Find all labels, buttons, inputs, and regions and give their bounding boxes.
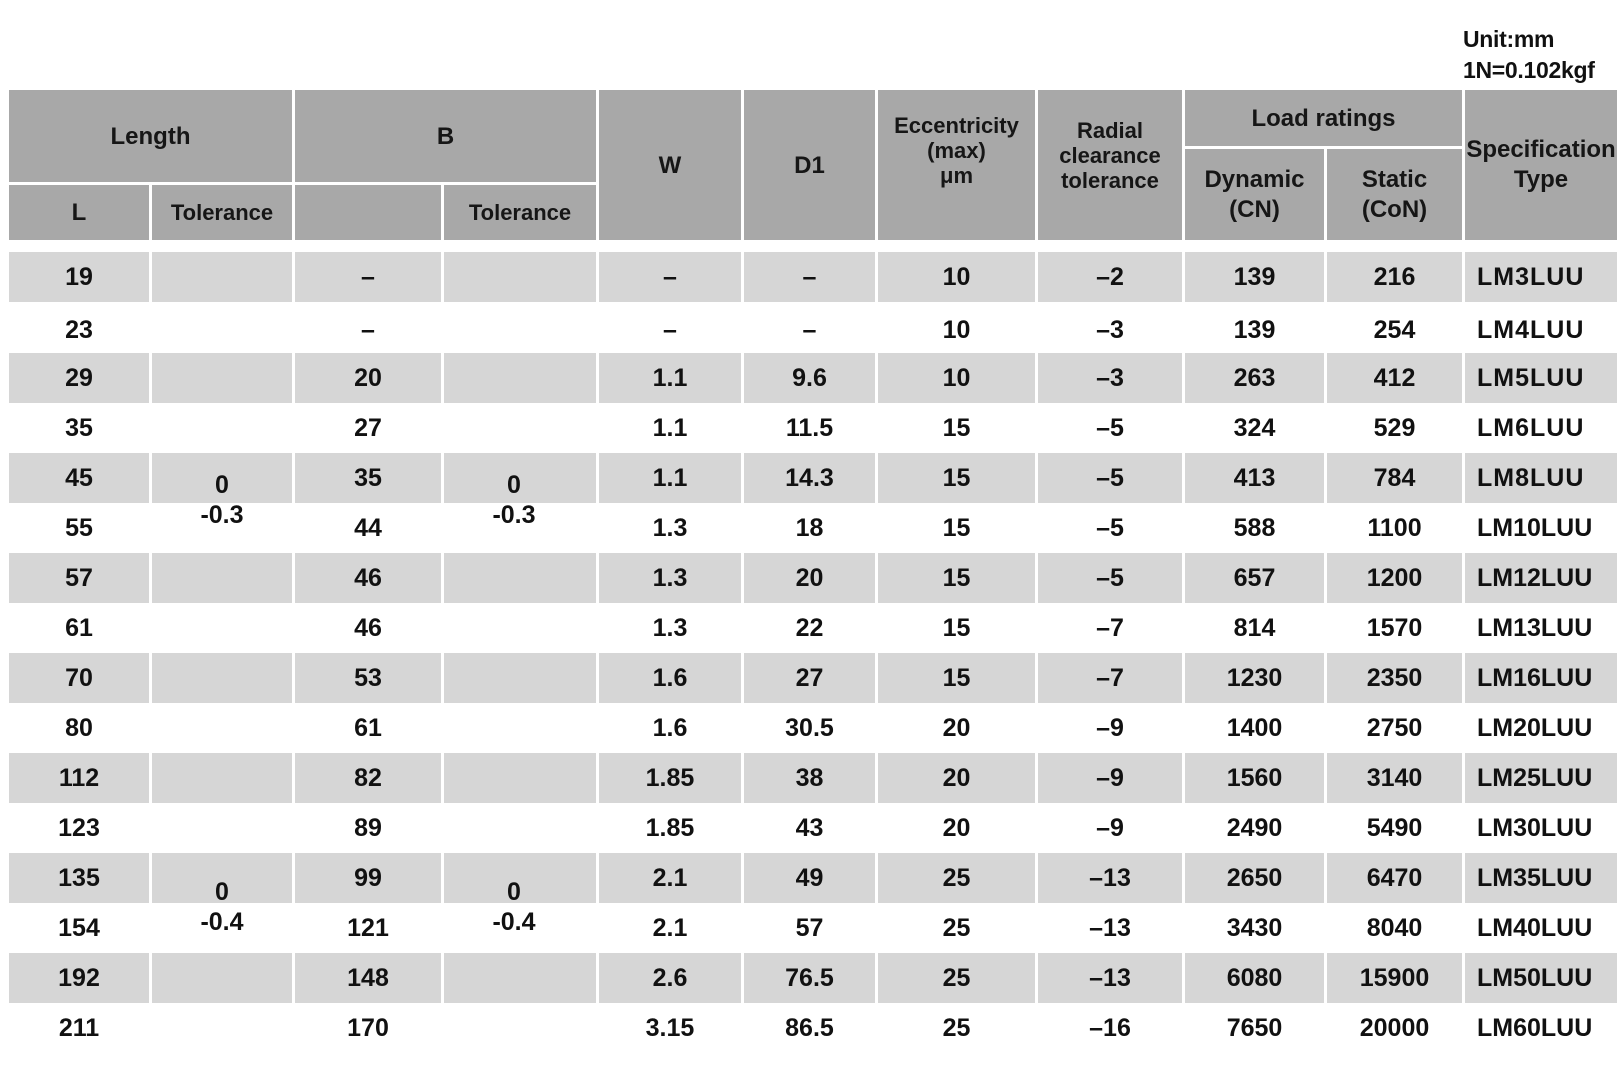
cell-w: 1.3 <box>652 613 688 642</box>
cell-b-tolerance <box>444 703 596 753</box>
cell-l: 135 <box>58 863 100 892</box>
length-tolerance-group-1: 0 -0.3 <box>200 471 244 529</box>
cell-b-tolerance <box>444 803 596 853</box>
cell-dynamic: 1400 <box>1226 713 1283 742</box>
cell-l: 211 <box>58 1013 100 1042</box>
table-row <box>9 653 1617 703</box>
cell-w: 1.3 <box>652 563 688 592</box>
cell-b: 46 <box>354 613 382 642</box>
cell-spec-type: LM20LUU <box>1477 713 1593 742</box>
table-row <box>9 353 1617 403</box>
cell-w: 1.85 <box>645 813 695 842</box>
cell-eccentricity: 15 <box>942 463 971 492</box>
cell-length-tolerance <box>152 753 292 803</box>
cell-eccentricity: 25 <box>942 1013 971 1042</box>
cell-l: 57 <box>65 563 93 592</box>
cell-dynamic: 1230 <box>1226 663 1283 692</box>
table-row <box>9 553 1617 603</box>
cell-w: 1.1 <box>652 363 688 392</box>
cell-static: 2750 <box>1366 713 1423 742</box>
cell-static: 15900 <box>1359 963 1430 992</box>
table-row <box>9 753 1617 803</box>
cell-b-tolerance <box>444 1003 596 1053</box>
cell-b-tolerance <box>444 252 596 302</box>
cell-radial-clearance: –16 <box>1089 1013 1131 1042</box>
cell-b-tolerance <box>444 305 596 355</box>
cell-radial-clearance: –7 <box>1096 613 1124 642</box>
cell-eccentricity: 25 <box>942 963 971 992</box>
cell-dynamic: 3430 <box>1226 913 1283 942</box>
cell-l: 123 <box>58 813 100 842</box>
table-row <box>9 252 1617 302</box>
cell-radial-clearance: –13 <box>1089 863 1131 892</box>
cell-spec-type: LM25LUU <box>1477 763 1593 792</box>
cell-w: 3.15 <box>645 1013 695 1042</box>
cell-length-tolerance <box>152 653 292 703</box>
cell-d1: 57 <box>795 913 824 942</box>
header-static: Static (CoN) <box>1327 149 1462 240</box>
cell-length-tolerance <box>152 1003 292 1053</box>
cell-b: 44 <box>354 513 382 542</box>
table-row <box>9 703 1617 753</box>
cell-d1: 27 <box>795 663 824 692</box>
cell-length-tolerance <box>152 603 292 653</box>
cell-d1: – <box>802 262 817 291</box>
b-tolerance-group-2: 0 -0.4 <box>492 878 536 936</box>
cell-d1: 20 <box>795 563 824 592</box>
cell-w: 1.1 <box>652 413 688 442</box>
cell-radial-clearance: –13 <box>1089 913 1131 942</box>
cell-l: 35 <box>65 413 93 442</box>
cell-spec-type: LM40LUU <box>1477 913 1593 942</box>
cell-eccentricity: 25 <box>942 913 971 942</box>
cell-w: 2.6 <box>652 963 688 992</box>
cell-dynamic: 7650 <box>1226 1013 1283 1042</box>
cell-length-tolerance <box>152 252 292 302</box>
cell-l: 55 <box>65 513 93 542</box>
cell-w: – <box>663 262 677 291</box>
cell-dynamic: 139 <box>1233 262 1276 291</box>
cell-b: 170 <box>347 1013 389 1042</box>
header-l: L <box>9 185 149 240</box>
cell-radial-clearance: –5 <box>1096 463 1124 492</box>
header-length: Length <box>9 90 292 182</box>
cell-static: 6470 <box>1366 863 1423 892</box>
cell-w: 2.1 <box>652 913 688 942</box>
cell-l: 192 <box>58 963 100 992</box>
cell-b: – <box>361 315 375 344</box>
cell-eccentricity: 20 <box>942 763 971 792</box>
cell-l: 61 <box>65 613 93 642</box>
cell-dynamic: 413 <box>1233 463 1276 492</box>
cell-radial-clearance: –2 <box>1096 262 1124 291</box>
header-eccentricity: Eccentricity (max) μm <box>878 90 1035 240</box>
cell-length-tolerance <box>152 703 292 753</box>
cell-w: 1.6 <box>652 713 688 742</box>
cell-eccentricity: 15 <box>942 563 971 592</box>
header-b-tolerance: Tolerance <box>444 185 596 240</box>
cell-b-tolerance <box>444 553 596 603</box>
cell-l: 45 <box>65 463 93 492</box>
header-load-ratings: Load ratings <box>1185 90 1462 146</box>
header-b-left <box>295 185 441 240</box>
cell-dynamic: 588 <box>1233 513 1276 542</box>
cell-b: 27 <box>354 413 382 442</box>
header-d1: D1 <box>744 90 875 240</box>
cell-d1: 11.5 <box>785 413 834 442</box>
header-dynamic: Dynamic (CN) <box>1185 149 1324 240</box>
cell-b-tolerance <box>444 353 596 403</box>
cell-b-tolerance <box>444 653 596 703</box>
cell-static: 1200 <box>1366 563 1423 592</box>
cell-d1: 30.5 <box>785 713 834 742</box>
cell-d1: 14.3 <box>785 463 834 492</box>
cell-static: 8040 <box>1366 913 1423 942</box>
cell-l: 80 <box>65 713 93 742</box>
cell-static: 3140 <box>1366 763 1423 792</box>
cell-static: 254 <box>1373 315 1416 344</box>
table-row <box>9 305 1617 355</box>
length-tolerance-group-2: 0 -0.4 <box>200 878 244 936</box>
cell-d1: 22 <box>795 613 824 642</box>
cell-eccentricity: 25 <box>942 863 971 892</box>
cell-l: 154 <box>58 913 100 942</box>
cell-eccentricity: 10 <box>942 315 971 344</box>
cell-w: 1.6 <box>652 663 688 692</box>
cell-w: 2.1 <box>652 863 688 892</box>
cell-spec-type: LM60LUU <box>1477 1013 1593 1042</box>
cell-spec-type: LM6LUU <box>1477 413 1585 442</box>
cell-static: 20000 <box>1359 1013 1430 1042</box>
cell-spec-type: LM8LUU <box>1477 463 1585 492</box>
cell-d1: 18 <box>795 513 824 542</box>
header-radial-clearance: Radial clearance tolerance <box>1038 90 1182 240</box>
cell-radial-clearance: –13 <box>1089 963 1131 992</box>
cell-l: 112 <box>58 763 100 792</box>
cell-spec-type: LM4LUU <box>1477 315 1585 344</box>
cell-d1: 76.5 <box>785 963 834 992</box>
cell-dynamic: 814 <box>1233 613 1276 642</box>
table-row <box>9 603 1617 653</box>
cell-static: 2350 <box>1366 663 1423 692</box>
cell-spec-type: LM12LUU <box>1477 563 1593 592</box>
cell-spec-type: LM30LUU <box>1477 813 1593 842</box>
cell-d1: 49 <box>795 863 824 892</box>
cell-radial-clearance: –5 <box>1096 513 1124 542</box>
cell-eccentricity: 15 <box>942 413 971 442</box>
cell-b: 53 <box>354 663 382 692</box>
cell-b: 89 <box>354 813 382 842</box>
cell-length-tolerance <box>152 305 292 355</box>
cell-static: 529 <box>1373 413 1416 442</box>
cell-length-tolerance <box>152 953 292 1003</box>
cell-b: 148 <box>347 963 389 992</box>
cell-spec-type: LM3LUU <box>1477 262 1585 291</box>
cell-b: 61 <box>354 713 382 742</box>
unit-note <box>1463 24 1595 86</box>
cell-eccentricity: 20 <box>942 713 971 742</box>
header-b: B <box>295 90 596 182</box>
cell-l: 29 <box>65 363 93 392</box>
cell-spec-type: LM16LUU <box>1477 663 1593 692</box>
cell-dynamic: 263 <box>1233 363 1276 392</box>
cell-spec-type: LM35LUU <box>1477 863 1593 892</box>
cell-radial-clearance: –9 <box>1096 713 1124 742</box>
cell-b: 46 <box>354 563 382 592</box>
cell-length-tolerance <box>152 803 292 853</box>
cell-radial-clearance: –9 <box>1096 813 1124 842</box>
cell-radial-clearance: –3 <box>1096 363 1124 392</box>
table-row <box>9 803 1617 853</box>
cell-dynamic: 1560 <box>1226 763 1283 792</box>
b-tolerance-group-1: 0 -0.3 <box>492 471 536 529</box>
cell-d1: 86.5 <box>785 1013 834 1042</box>
cell-static: 412 <box>1373 363 1416 392</box>
cell-static: 784 <box>1373 463 1416 492</box>
cell-eccentricity: 15 <box>942 513 971 542</box>
cell-static: 1570 <box>1366 613 1423 642</box>
conversion-label: 1N=0.102kgf <box>1463 57 1595 83</box>
cell-b-tolerance <box>444 953 596 1003</box>
cell-radial-clearance: –3 <box>1096 315 1124 344</box>
cell-static: 216 <box>1373 262 1416 291</box>
header-spec-type: Specification Type <box>1465 90 1617 240</box>
cell-radial-clearance: –5 <box>1096 413 1124 442</box>
cell-b: 35 <box>354 463 382 492</box>
cell-d1: 43 <box>795 813 824 842</box>
cell-b: 20 <box>354 363 382 392</box>
cell-b: 121 <box>347 913 389 942</box>
cell-d1: – <box>802 315 817 344</box>
cell-b: – <box>361 262 375 291</box>
cell-dynamic: 2490 <box>1226 813 1283 842</box>
cell-static: 5490 <box>1366 813 1423 842</box>
cell-dynamic: 657 <box>1233 563 1276 592</box>
cell-eccentricity: 20 <box>942 813 971 842</box>
table-row <box>9 403 1617 453</box>
cell-b-tolerance <box>444 403 596 453</box>
cell-eccentricity: 15 <box>942 663 971 692</box>
cell-b: 99 <box>354 863 382 892</box>
cell-spec-type: LM50LUU <box>1477 963 1593 992</box>
cell-length-tolerance <box>152 353 292 403</box>
cell-dynamic: 139 <box>1233 315 1276 344</box>
cell-spec-type: LM5LUU <box>1477 363 1585 392</box>
cell-w: 1.3 <box>652 513 688 542</box>
cell-d1: 38 <box>795 763 824 792</box>
cell-spec-type: LM13LUU <box>1477 613 1593 642</box>
cell-b-tolerance <box>444 753 596 803</box>
cell-eccentricity: 10 <box>942 363 971 392</box>
cell-spec-type: LM10LUU <box>1477 513 1593 542</box>
cell-eccentricity: 15 <box>942 613 971 642</box>
cell-l: 19 <box>65 262 93 291</box>
cell-l: 23 <box>65 315 93 344</box>
header-w: W <box>599 90 741 240</box>
cell-b: 82 <box>354 763 382 792</box>
table-row <box>9 1003 1617 1053</box>
cell-length-tolerance <box>152 553 292 603</box>
unit-label: Unit:mm <box>1463 26 1555 52</box>
cell-w: – <box>663 315 677 344</box>
cell-dynamic: 6080 <box>1226 963 1283 992</box>
table-row <box>9 953 1617 1003</box>
cell-radial-clearance: –7 <box>1096 663 1124 692</box>
cell-d1: 9.6 <box>792 363 827 392</box>
cell-radial-clearance: –9 <box>1096 763 1124 792</box>
cell-w: 1.1 <box>652 463 688 492</box>
cell-w: 1.85 <box>645 763 695 792</box>
cell-length-tolerance <box>152 403 292 453</box>
cell-static: 1100 <box>1367 513 1422 542</box>
cell-dynamic: 2650 <box>1226 863 1283 892</box>
cell-dynamic: 324 <box>1233 413 1276 442</box>
cell-eccentricity: 10 <box>942 262 971 291</box>
cell-radial-clearance: –5 <box>1096 563 1124 592</box>
cell-b-tolerance <box>444 603 596 653</box>
header-length-tolerance: Tolerance <box>152 185 292 240</box>
cell-l: 70 <box>65 663 93 692</box>
